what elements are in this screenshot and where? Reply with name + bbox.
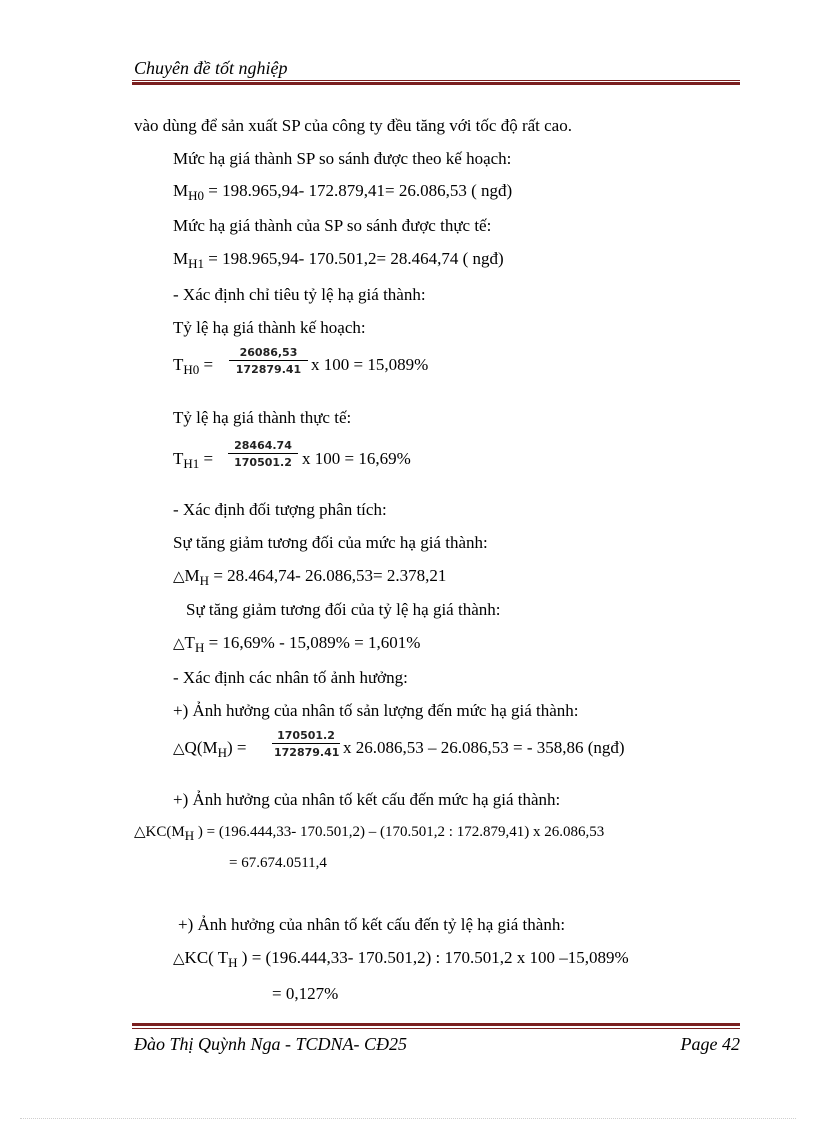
text-line: - Xác định chỉ tiêu tỷ lệ hạ giá thành: (173, 285, 426, 304)
header-rule (132, 82, 740, 85)
header-title: Chuyên đề tốt nghiệp (134, 58, 288, 78)
fraction-numerator: 170501.2 (277, 729, 335, 742)
text-line: - Xác định các nhân tố ảnh hưởng: (173, 668, 408, 687)
formula-q-mh: $\triangle Q(M_H)$ = (173, 738, 247, 760)
footer-author: Đào Thị Quỳnh Nga - TCDNA- CĐ25 (134, 1034, 408, 1054)
footer-page-number: Page 42 (680, 1034, 740, 1054)
formula-mh1: $M_{H1} = 198.965,94-$ 170.501,2= 28.464,74 ( ngđ) (173, 249, 504, 271)
formula-mh0: $M_{H0} = 198.965,94-$ 172.879,41= 26.086,53 ( ngđ) (173, 181, 513, 203)
fraction-denominator: 170501.2 (234, 456, 292, 469)
header-rule-thin (132, 80, 740, 81)
fraction-denominator: 172879.41 (235, 363, 302, 376)
text-line: +) Ảnh hưởng của nhân tố sản lượng đến mức hạ giá thành: (173, 701, 579, 720)
formula-kc-th: △KC( $T_H$ ) = (196.444,33- 170.501,2) : 170.501,2 x 100 –15,089% (173, 948, 629, 970)
footer-rule-thin (132, 1028, 740, 1029)
formula-delta-th: $\triangle T_H = 16,69\% - 15,089\% = 1,601\%$ (173, 633, 421, 655)
text-line: +) Ảnh hưởng của nhân tố kết cấu đến mức hạ giá thành: (173, 790, 561, 809)
fraction-th1 (228, 439, 298, 469)
text-line: Mức hạ giá thành SP so sánh được theo kế hoạch: (173, 149, 512, 168)
page-bottom-border (20, 1118, 796, 1119)
delta-symbol: △ (173, 567, 185, 585)
text-line: Mức hạ giá thành của SP so sánh được thực tế: (173, 216, 492, 235)
formula-th1-result: x 100 = 16,69% (302, 449, 411, 468)
fraction-th0 (229, 346, 308, 376)
fraction-denominator: 172879.41 (274, 746, 340, 759)
text-line: Tỷ lệ hạ giá thành kế hoạch: (173, 318, 366, 337)
formula-kc-mh: $\triangle KC(M_H$ ) = (196.444,33- 170.501,2) – (170.501,2 : 172.879,41) x 26.086,53 (134, 822, 605, 843)
delta-symbol: △ (173, 949, 185, 967)
formula-th0-result: x 100 = 15,089% (311, 355, 429, 374)
delta-symbol: △ (173, 634, 185, 652)
text-line: Sự tăng giảm tương đối của mức hạ giá thành: (173, 533, 488, 552)
formula-kc-th-result: = 0,127% (272, 984, 339, 1003)
formula-th1: $T_{H1}$ = (173, 449, 214, 471)
delta-symbol: △ (134, 822, 146, 840)
fraction-numerator: 26086,53 (239, 346, 298, 359)
delta-symbol: △ (173, 739, 185, 757)
text-line: Sự tăng giảm tương đối của tỷ lệ hạ giá thành: (186, 600, 501, 619)
footer-rule (132, 1023, 740, 1026)
fraction-numerator: 28464.74 (234, 439, 292, 452)
text-line: +) Ảnh hưởng của nhân tố kết cấu đến tỷ lệ hạ giá thành: (178, 915, 566, 934)
formula-delta-mh: $\triangle M_H = 28.464,74-$ 26.086,53= 2.378,21 (173, 566, 447, 588)
formula-th0: $T_{H0}$ = (173, 355, 214, 377)
fraction-q-mh (272, 729, 340, 759)
formula-kc-mh-result: = 67.674.0511,4 (229, 855, 327, 871)
text-line: Tỷ lệ hạ giá thành thực tế: (173, 408, 352, 427)
formula-q-mh-result: x 26.086,53 – 26.086,53 = - 358,86 (ngđ) (343, 738, 625, 757)
text-line: vào dùng để sản xuất SP của công ty đều tăng với tốc độ rất cao. (134, 116, 572, 135)
text-line: - Xác định đối tượng phân tích: (173, 500, 387, 519)
